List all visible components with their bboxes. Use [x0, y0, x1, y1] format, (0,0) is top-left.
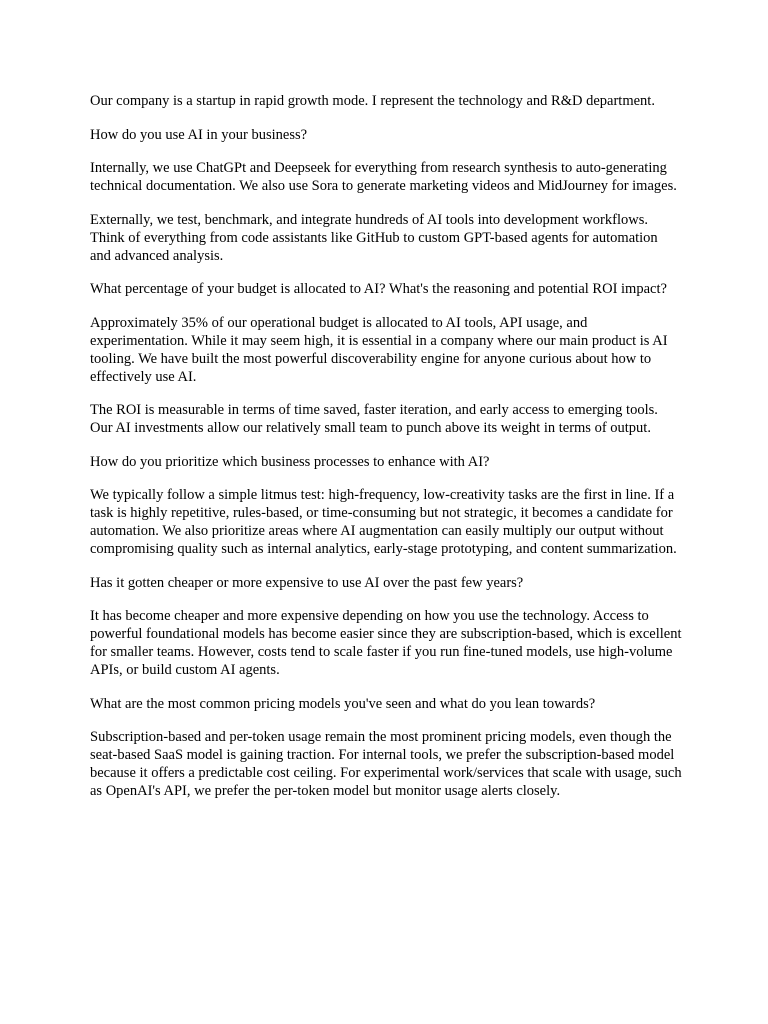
- answer-internal-usage: Internally, we use ChatGPt and Deepseek for everything from research synthesis to auto-generating technical documentation. We also use Sora to generate marketing videos and MidJourney for images.: [90, 160, 677, 194]
- answer-budget: Approximately 35% of our operational budget is allocated to AI tools, API usage, and experimentation. While it may seem high, it is essential in a company where our main product is AI tooling. We have built the most powerful discoverability engine for anyone curious about how to effectively use AI.: [90, 314, 668, 385]
- question-cost-trend: Has it gotten cheaper or more expensive to use AI over the past few years?: [90, 574, 524, 591]
- question-budget: What percentage of your budget is allocated to AI? What's the reasoning and potential ROI impact?: [90, 281, 667, 297]
- answer-pricing-models: Subscription-based and per-token usage remain the most prominent pricing models, even though the seat-based SaaS model is gaining traction. For internal tools, we prefer the subscription-based model because it offers a predictable cost ceiling. For experimental work/services that scale with usage, such as OpenAI's API, we prefer the per-token model but monitor usage alerts closely.: [90, 729, 682, 799]
- question-pricing-models: What are the most common pricing models you've seen and what do you lean towards?: [90, 695, 596, 712]
- answer-roi: The ROI is measurable in terms of time saved, faster iteration, and early access to emerging tools. Our AI investments allow our relatively small team to punch above its weight in terms of output.: [90, 402, 658, 436]
- document-page: [90, 92, 682, 816]
- answer-cost-trend: It has become cheaper and more expensive depending on how you use the technology. Access to powerful foundational models has become easier since they are subscription-based, which is excellent for smaller teams. However, costs tend to scale faster if you run fine-tuned models, use high-volume APIs, or build custom AI agents.: [90, 608, 682, 678]
- answer-prioritize: We typically follow a simple litmus test: high-frequency, low-creativity tasks are the first in line. If a task is highly repetitive, rules-based, or time-consuming but not strategic, it becomes a candidate for automation. We also prioritize areas where AI augmentation can easily multiply our output without compromising quality such as internal analytics, early-stage prototyping, and content summarization.: [90, 487, 677, 557]
- intro-paragraph: Our company is a startup in rapid growth mode. I represent the technology and R&D department.: [90, 93, 655, 109]
- question-ai-usage: How do you use AI in your business?: [90, 126, 308, 143]
- answer-external-usage: Externally, we test, benchmark, and integrate hundreds of AI tools into development workflows. Think of everything from code assistants like GitHub to custom GPT-based agents for automation and advanced analysis.: [90, 211, 658, 264]
- question-prioritize: How do you prioritize which business processes to enhance with AI?: [90, 453, 490, 470]
